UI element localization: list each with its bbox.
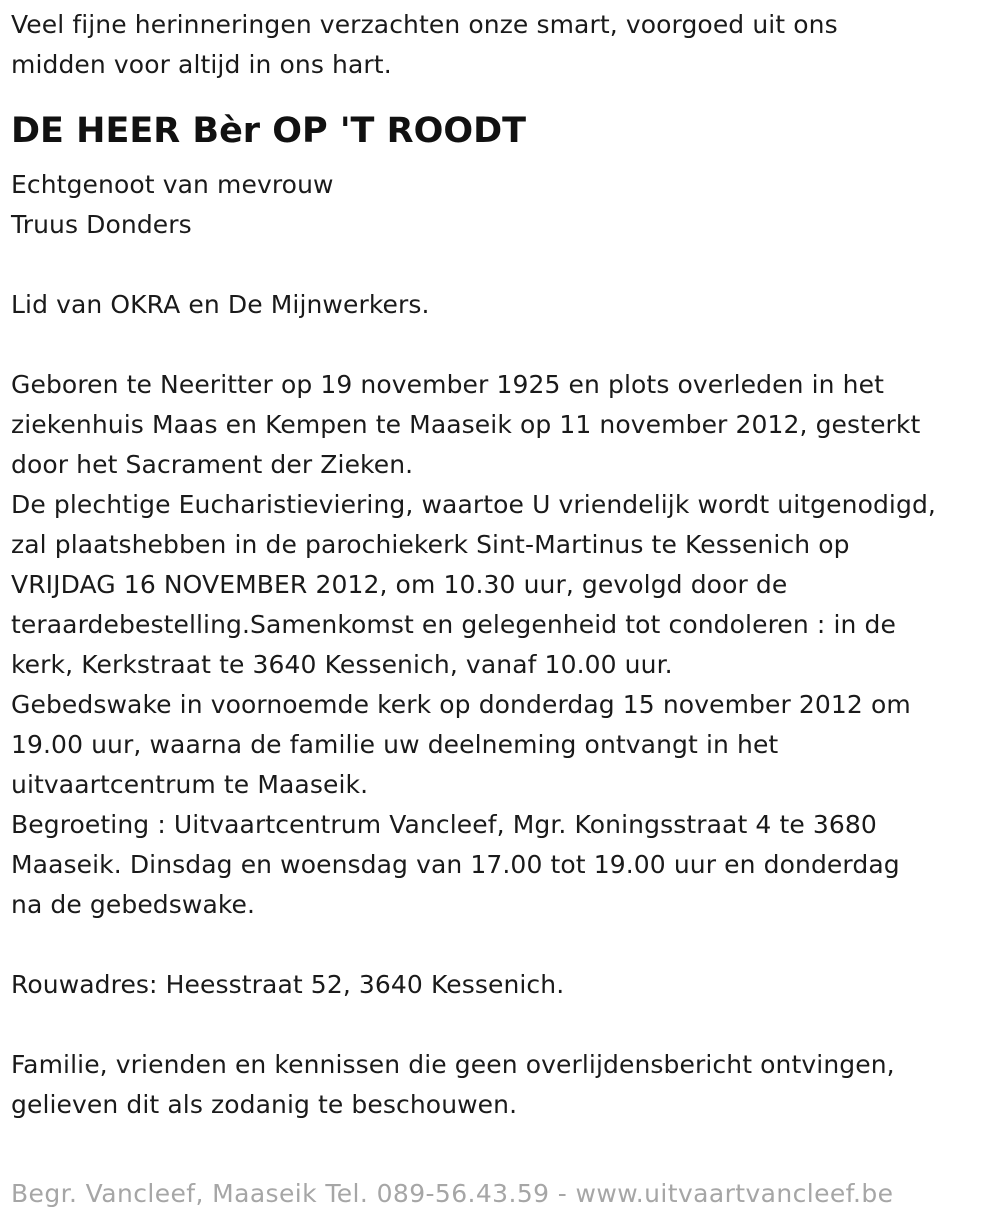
spacer <box>11 245 996 285</box>
body-line: De plechtige Eucharistieviering, waartoe U vriendelijk wordt uitgenodigd, <box>11 490 936 519</box>
funeral-home-footer: Begr. Vancleef, Maaseik Tel. 089-56.43.59 - www.uitvaartvancleef.be <box>11 1179 894 1208</box>
notice-line: Familie, vrienden en kennissen die geen overlijdensbericht ontvingen, <box>11 1050 895 1079</box>
body-line: 19.00 uur, waarna de familie uw deelneming ontvangt in het <box>11 730 779 759</box>
body-line: VRIJDAG 16 NOVEMBER 2012, om 10.30 uur, gevolgd door de <box>11 570 788 599</box>
spacer <box>11 925 996 965</box>
deceased-name: DE HEER Bèr OP 'T ROODT <box>11 111 527 151</box>
intro-line: midden voor altijd in ons hart. <box>11 50 392 79</box>
spouse-line: Echtgenoot van mevrouw <box>11 170 334 199</box>
mourning-address: Rouwadres: Heesstraat 52, 3640 Kessenich. <box>11 970 565 999</box>
body-line: teraardebestelling.Samenkomst en gelegenheid tot condoleren : in de <box>11 610 896 639</box>
body-line: Gebedswake in voornoemde kerk op donderdag 15 november 2012 om <box>11 690 911 719</box>
spouse-info <box>11 165 996 245</box>
body-line: Begroeting : Uitvaartcentrum Vancleef, Mgr. Koningsstraat 4 te 3680 <box>11 810 877 839</box>
membership: Lid van OKRA en De Mijnwerkers. <box>11 290 430 319</box>
intro-quote <box>11 5 996 85</box>
body-line: uitvaartcentrum te Maaseik. <box>11 770 369 799</box>
body-line: Maaseik. Dinsdag en woensdag van 17.00 tot 19.00 uur en donderdag <box>11 850 900 879</box>
funeral-details <box>11 365 996 925</box>
spacer <box>11 1005 996 1045</box>
spacer <box>11 325 996 365</box>
body-line: na de gebedswake. <box>11 890 256 919</box>
intro-line: Veel fijne herinneringen verzachten onze smart, voorgoed uit ons <box>11 10 838 39</box>
body-line: Geboren te Neeritter op 19 november 1925 en plots overleden in het <box>11 370 884 399</box>
body-line: zal plaatshebben in de parochiekerk Sint-Martinus te Kessenich op <box>11 530 850 559</box>
notice-line: gelieven dit als zodanig te beschouwen. <box>11 1090 518 1119</box>
body-line: door het Sacrament der Zieken. <box>11 450 414 479</box>
spouse-line: Truus Donders <box>11 210 192 239</box>
body-line: kerk, Kerkstraat te 3640 Kessenich, vanaf 10.00 uur. <box>11 650 673 679</box>
body-line: ziekenhuis Maas en Kempen te Maaseik op 11 november 2012, gesterkt <box>11 410 921 439</box>
notice <box>11 1045 996 1125</box>
obituary-text <box>11 0 996 1125</box>
